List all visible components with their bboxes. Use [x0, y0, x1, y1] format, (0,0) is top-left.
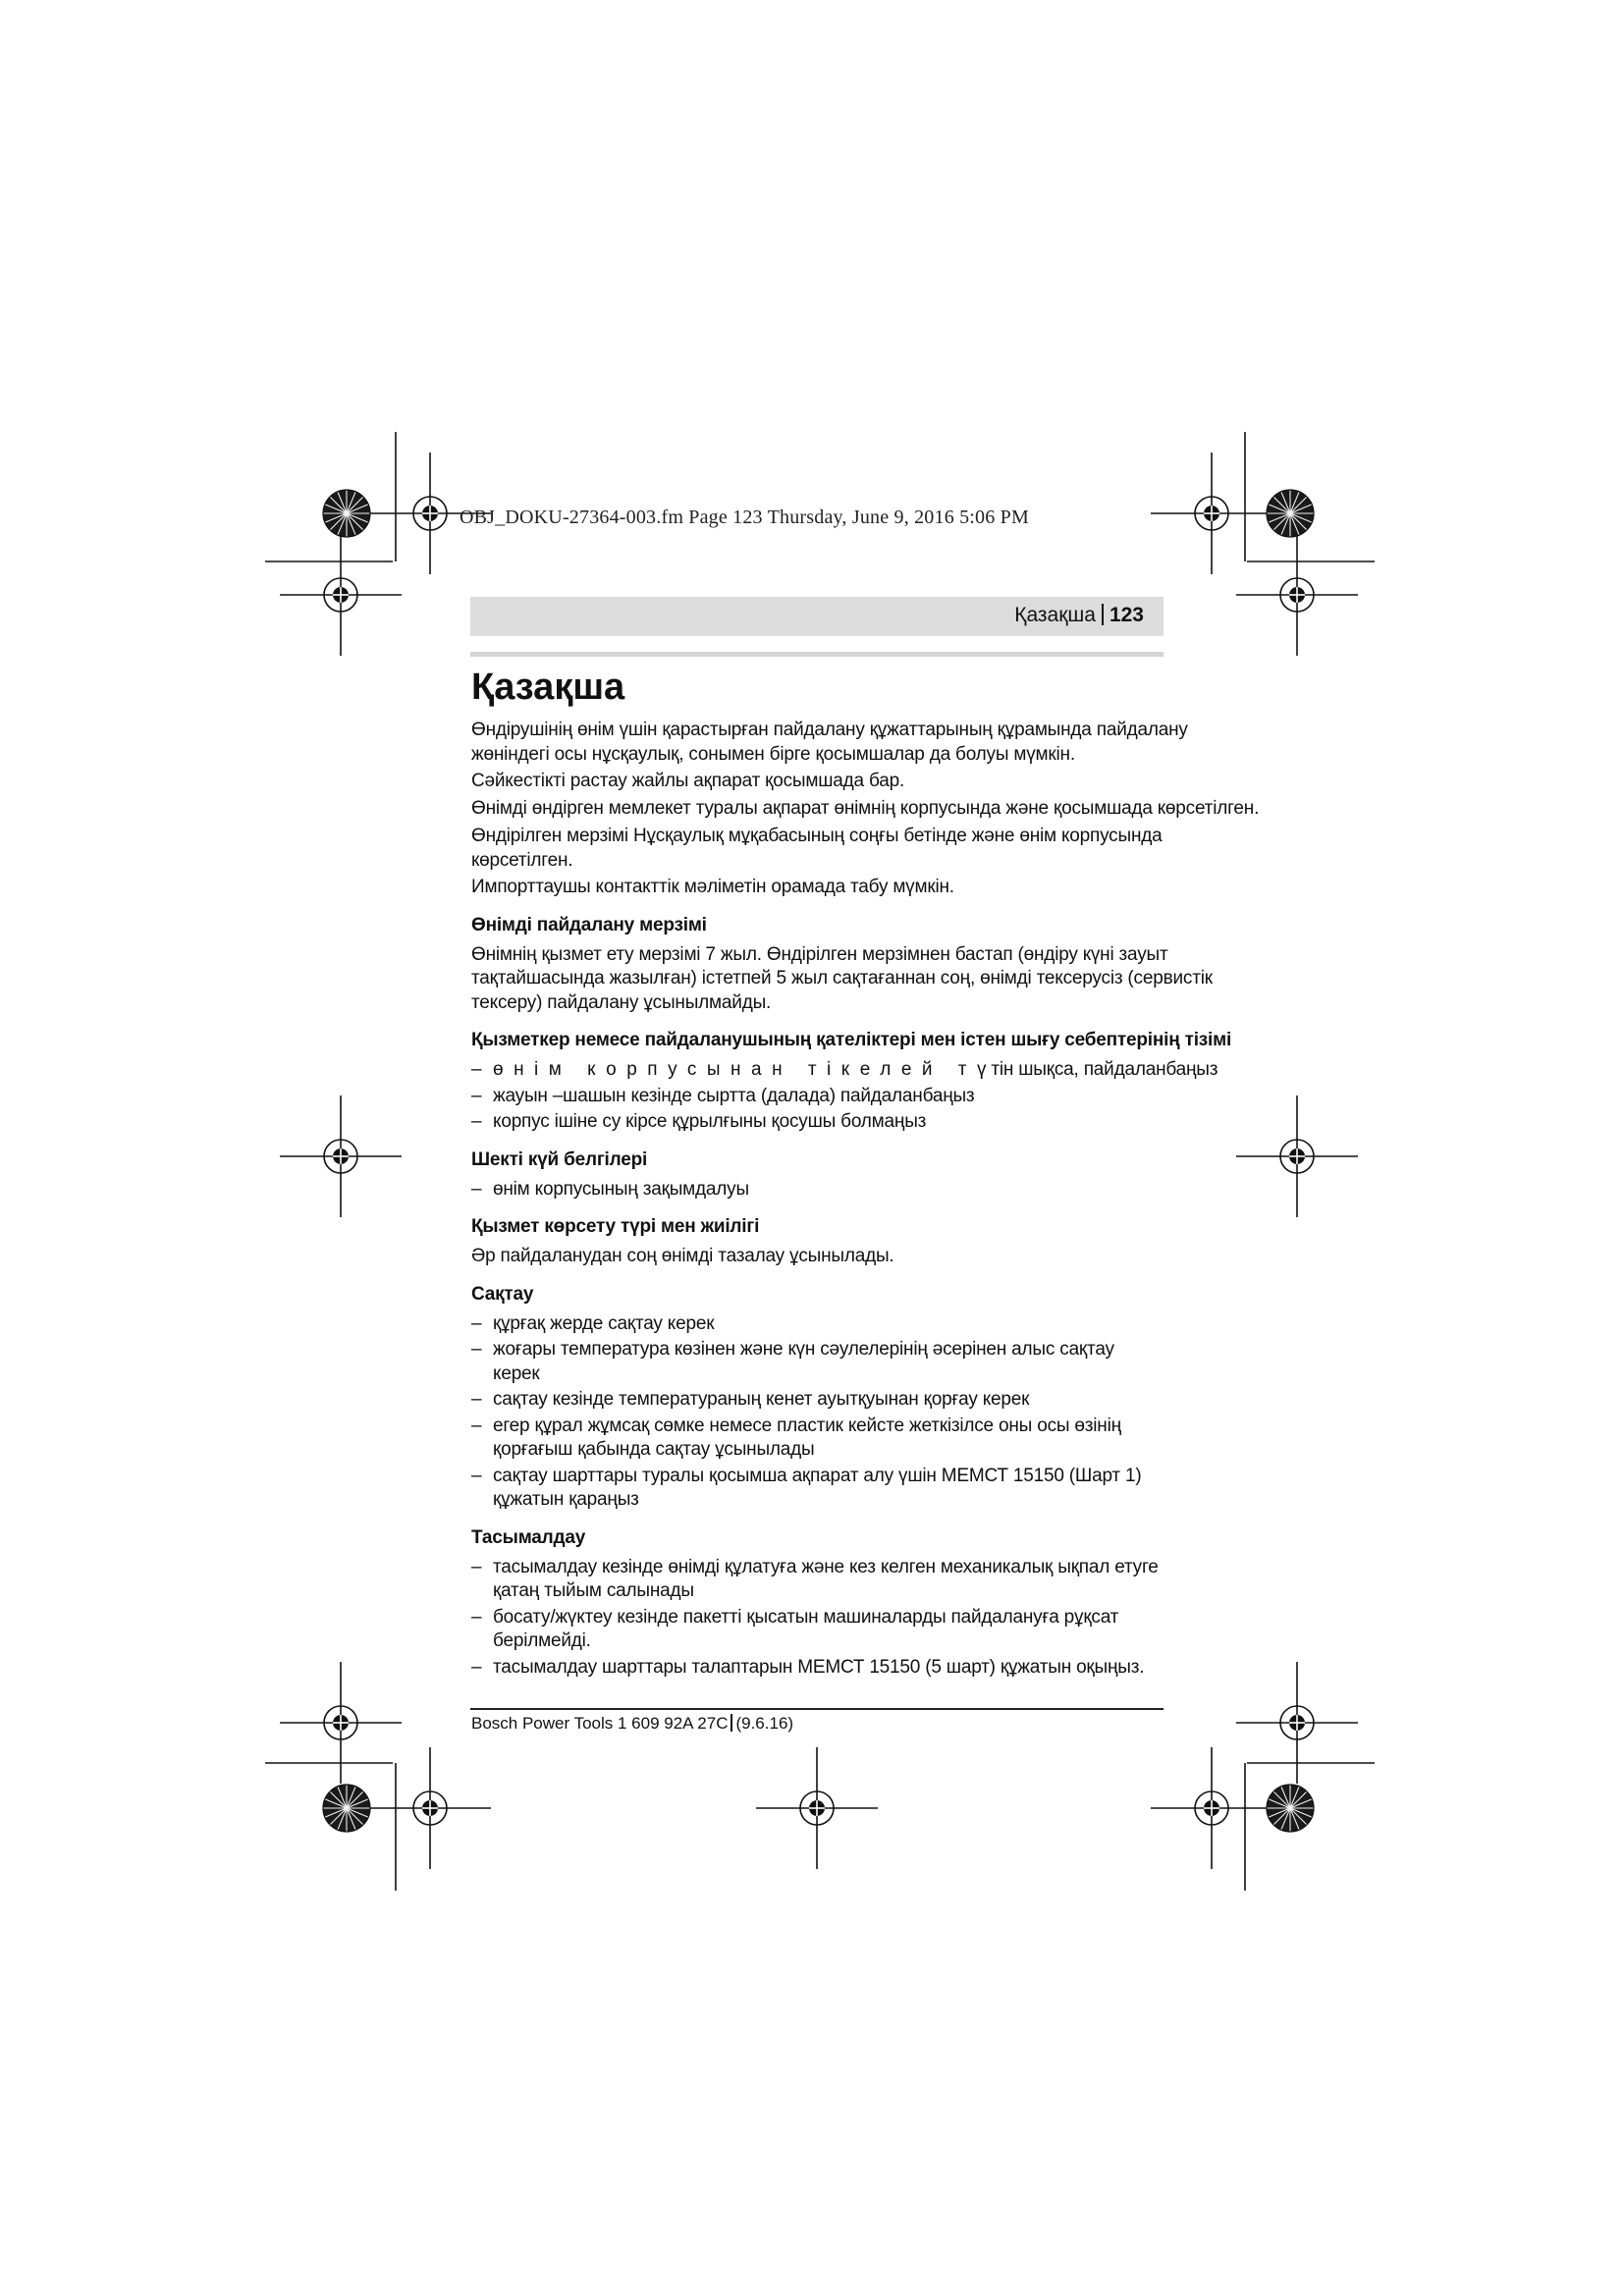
list-item-text: сақтау шарттары туралы қосымша ақпарат алу үшін МЕМСТ 15150 (Шарт 1) құжатын қараңыз [493, 1465, 1142, 1510]
list-item [471, 1110, 1267, 1135]
header-section: Қазақша [1014, 604, 1096, 626]
list-item-text: жоғары температура көзінен және күн сәулелерінің әсерінен алыс сақтау керек [493, 1339, 1114, 1384]
header-text [1014, 604, 1144, 627]
header-rule [470, 652, 1164, 657]
section-heading-limit-signs: Шекті күй белгілері [471, 1148, 648, 1170]
list-item [471, 1465, 1159, 1513]
list-dash: – [471, 1556, 482, 1577]
list-item [471, 1338, 1159, 1386]
list-item-text: құрғақ жерде сақтау керек [493, 1312, 715, 1334]
footer-rule [470, 1708, 1164, 1710]
footer-separator [731, 1714, 732, 1732]
list-item-text: жауын –шашын кезінде сыртта (далада) пайдаланбаңыз [493, 1085, 975, 1106]
page-footer [471, 1714, 793, 1734]
header-separator [1102, 604, 1104, 625]
list-item [471, 1388, 1159, 1413]
list-item [471, 1415, 1159, 1463]
list-item [471, 1656, 1159, 1681]
section-heading-service-life: Өнімді пайдалану мерзімі [471, 914, 707, 935]
file-slug: OBJ_DOKU-27364-003.fm Page 123 Thursday, June 9, 2016 5:06 PM [460, 507, 1029, 528]
storage-list [471, 1312, 1159, 1513]
section-heading-failures: Қызметкер немесе пайдаланушының қателіктері мен істен шығу себептерінің тізімі [471, 1030, 1232, 1050]
intro-paragraph: Импорттаушы контакттік мәліметін орамада табу мүмкін. [471, 877, 954, 897]
section-heading-transport: Тасымалдау [471, 1526, 586, 1548]
list-dash: – [471, 1606, 482, 1628]
list-dash: – [471, 1339, 482, 1360]
intro-paragraph: Өнімді өндірген мемлекет туралы ақпарат өнімнің корпусында және қосымшада көрсетілген. [471, 797, 1260, 819]
list-item-text: егер құрал жұмсақ сөмке немесе пластик кейсте жеткізілсе оны осы өзінің қорғағыш қабында сақтау ұсынылады [493, 1415, 1121, 1460]
list-item [471, 1606, 1159, 1654]
intro-paragraph: Сәйкестікті растау жайлы ақпарат қосымшада бар. [471, 771, 905, 791]
failures-list [471, 1058, 1267, 1135]
list-dash: – [471, 1656, 482, 1678]
maintenance-text: Әр пайдаланудан соң өнімді тазалау ұсынылады. [471, 1246, 894, 1266]
intro-paragraph: Өндірушінің өнім үшін қарастырған пайдалану құжаттарының құрамында пайдалану жөніндегі осы нұсқаулық, сонымен бірге қосымшалар да болуы мүмкін. [471, 720, 1188, 765]
document-body [471, 664, 1267, 1682]
list-item-text: тасымалдау кезінде өнімді құлатуға және кез келген механикалық ықпал етуге қатаң тыйым салынады [493, 1556, 1159, 1601]
list-item [471, 1178, 1267, 1202]
limit-signs-list [471, 1178, 1267, 1202]
list-item-text: өнім корпусының зақымдалуы [493, 1178, 749, 1200]
list-dash: – [471, 1085, 482, 1106]
section-heading-storage: Сақтау [471, 1283, 534, 1305]
list-dash: – [471, 1178, 482, 1200]
list-item-text: босату/жүктеу кезінде пакетті қысатын машиналарды пайдалануға рұқсат берілмейді. [493, 1606, 1119, 1651]
service-life-text: Өнімнің қызмет ету мерзімі 7 жыл. Өндірілген мерзімнен бастап (өндіру күні зауыт тақтайшасында жазылған) істетпей 5 жыл сақтағаннан соң, өнімді тексерусіз (сервистік тексеру) пайдалану ұсынылмайды. [471, 943, 1213, 1013]
footer-publisher: Bosch Power Tools 1 609 92A 27C [471, 1714, 729, 1733]
page-number: 123 [1109, 604, 1144, 626]
section-heading-maintenance: Қызмет көрсету түрі мен жиілігі [471, 1216, 760, 1237]
footer-date: (9.6.16) [735, 1714, 794, 1733]
list-item-text: сақтау кезінде температураның кенет ауытқуынан қорғау керек [493, 1389, 1030, 1410]
list-item-text: тасымалдау шарттары талаптарын МЕМСТ 15150 (5 шарт) құжатын оқыңыз. [493, 1656, 1145, 1678]
list-item [471, 1058, 1267, 1083]
transport-list [471, 1556, 1159, 1681]
list-item-spaced-text: өнім корпусынан тікелей т [493, 1059, 977, 1080]
page-title: Қазақша [471, 667, 625, 708]
list-dash: – [471, 1059, 482, 1080]
list-item [471, 1312, 1159, 1337]
list-dash: – [471, 1389, 482, 1410]
list-item [471, 1085, 1267, 1109]
list-item-text: ү тін шықса, пайдаланбаңыз [976, 1059, 1218, 1080]
list-dash: – [471, 1465, 482, 1486]
list-item [471, 1556, 1159, 1604]
list-dash: – [471, 1111, 482, 1132]
list-item-text: корпус ішіне су кірсе құрылғыны қосушы болмаңыз [493, 1111, 927, 1132]
list-dash: – [471, 1312, 482, 1334]
intro-paragraph: Өндірілген мерзімі Нұсқаулық мұқабасының соңғы бетінде және өнім корпусында көрсетілген. [471, 826, 1163, 871]
running-header [470, 597, 1164, 636]
list-dash: – [471, 1415, 482, 1436]
